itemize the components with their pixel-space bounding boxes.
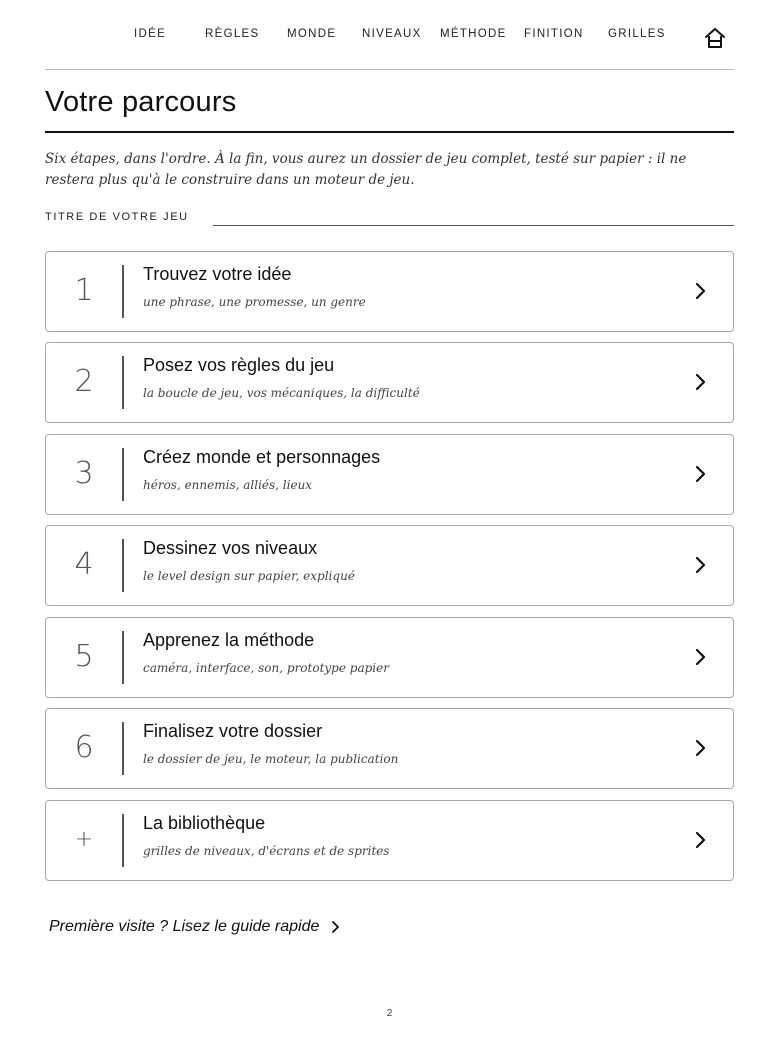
step-number: 1 [74, 273, 94, 308]
nav-item-idee[interactable]: IDÉE [134, 28, 167, 40]
page-title: Votre parcours [45, 86, 237, 118]
step-subtitle: la boucle de jeu, vos mécaniques, la difficulté [143, 386, 420, 400]
step-number: 6 [74, 730, 94, 765]
step-title: Trouvez votre idée [143, 264, 292, 284]
step-subtitle: le level design sur papier, expliqué [143, 569, 355, 583]
home-button[interactable] [702, 25, 728, 51]
chevron-right-icon [694, 372, 708, 392]
nav-item-monde[interactable]: MONDE [287, 28, 337, 40]
step-title: Créez monde et personnages [143, 447, 381, 467]
step-title: Finalisez votre dossier [143, 721, 323, 741]
step-divider [122, 631, 124, 684]
step-card-6[interactable] [45, 708, 734, 789]
home-icon [702, 25, 728, 51]
step-divider [122, 722, 124, 775]
step-title: La bibliothèque [143, 813, 266, 833]
chevron-right-icon [331, 920, 341, 934]
step-title: Apprenez la méthode [143, 630, 315, 650]
step-card-library[interactable] [45, 800, 734, 881]
nav-item-niveaux[interactable]: NIVEAUX [362, 28, 422, 40]
nav-item-regles[interactable]: RÈGLES [205, 28, 260, 40]
plus-icon: + [74, 827, 94, 852]
quick-guide-link[interactable] [49, 918, 341, 936]
page-number: 2 [386, 1008, 393, 1019]
step-title: Posez vos règles du jeu [143, 355, 335, 375]
step-card-2[interactable] [45, 342, 734, 423]
chevron-right-icon [694, 464, 708, 484]
game-title-label: TITRE DE VOTRE JEU [45, 211, 189, 223]
step-divider [122, 448, 124, 501]
step-number: 3 [74, 456, 94, 491]
step-number: 4 [74, 547, 94, 582]
step-subtitle: grilles de niveaux, d'écrans et de sprites [143, 844, 390, 858]
title-divider [45, 131, 734, 133]
nav-item-methode[interactable]: MÉTHODE [440, 28, 507, 40]
chevron-right-icon [694, 647, 708, 667]
step-card-5[interactable] [45, 617, 734, 698]
nav-item-grilles[interactable]: GRILLES [608, 28, 666, 40]
nav-divider [45, 69, 734, 70]
quick-guide-label: Première visite ? Lisez le guide rapide [49, 918, 320, 935]
step-divider [122, 356, 124, 409]
step-title: Dessinez vos niveaux [143, 538, 318, 558]
step-subtitle: héros, ennemis, alliés, lieux [143, 478, 313, 492]
chevron-right-icon [694, 281, 708, 301]
step-divider [122, 265, 124, 318]
chevron-right-icon [694, 738, 708, 758]
step-number: 2 [74, 364, 94, 399]
chevron-right-icon [694, 830, 708, 850]
step-number: 5 [74, 639, 94, 674]
step-card-4[interactable] [45, 525, 734, 606]
intro-text: Six étapes, dans l'ordre. À la fin, vous aurez un dossier de jeu complet, testé sur papier : il ne restera plus qu'à le construire dans un moteur de jeu. [45, 151, 687, 188]
top-navigation [0, 0, 779, 70]
game-title-input[interactable] [213, 208, 734, 226]
step-divider [122, 539, 124, 592]
step-card-1[interactable] [45, 251, 734, 332]
step-divider [122, 814, 124, 867]
step-subtitle: une phrase, une promesse, un genre [143, 295, 366, 309]
chevron-right-icon [694, 555, 708, 575]
step-subtitle: le dossier de jeu, le moteur, la publication [143, 752, 399, 766]
step-card-3[interactable] [45, 434, 734, 515]
nav-item-finition[interactable]: FINITION [524, 28, 584, 40]
step-subtitle: caméra, interface, son, prototype papier [143, 661, 389, 675]
